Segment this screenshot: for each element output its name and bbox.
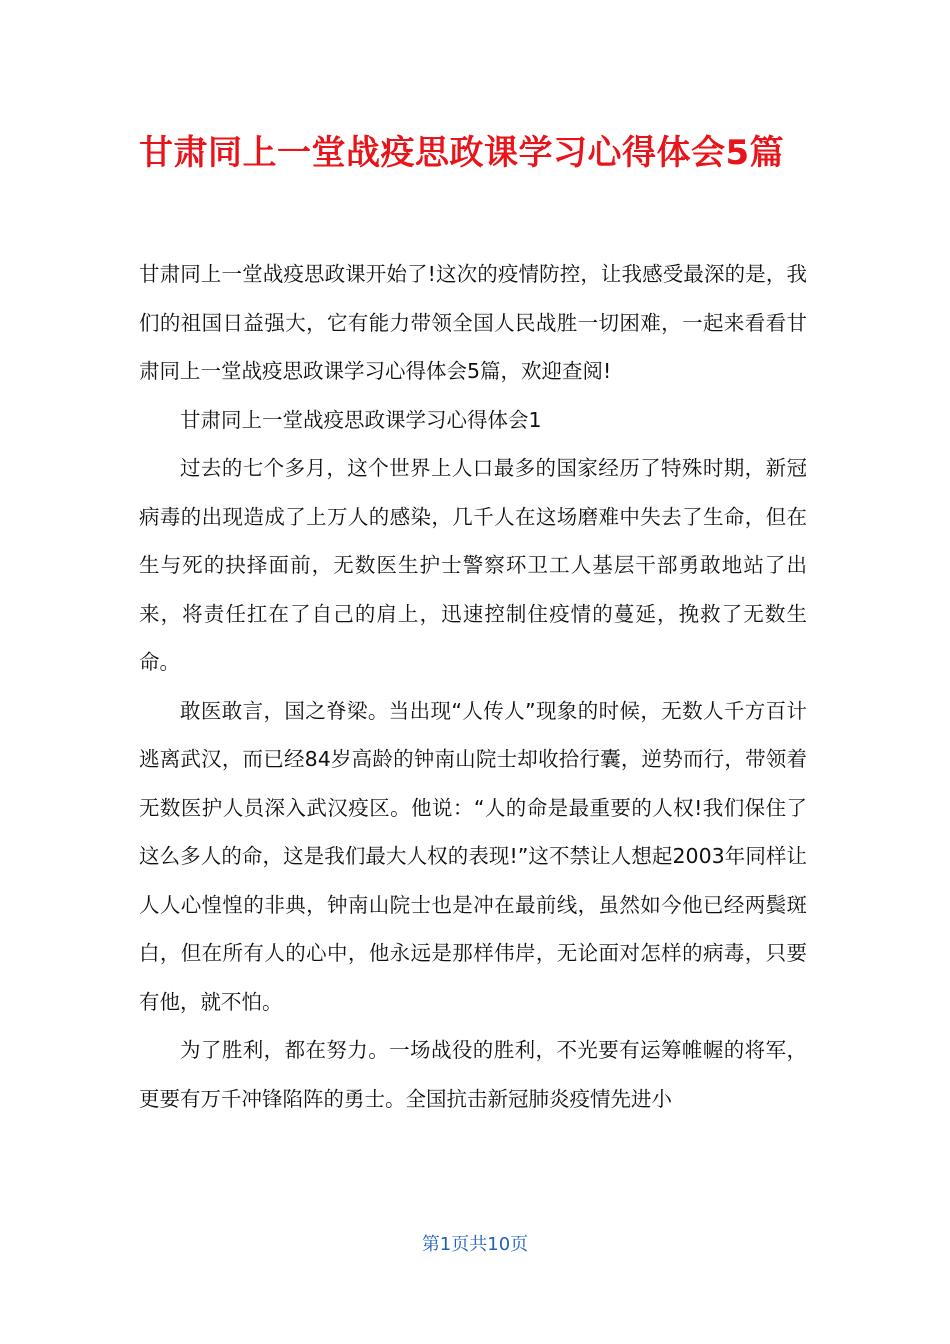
paragraph-intro: 甘肃同上一堂战疫思政课开始了!这次的疫情防控，让我感受最深的是，我们的祖国日益强大，它有能力带领全国人民战胜一切困难，一起来看看甘肃同上一堂战疫思政课学习心得体会5篇，欢迎查阅! xyxy=(139,262,807,383)
paragraph: 过去的七个多月，这个世界上人口最多的国家经历了特殊时期，新冠病毒的出现造成了上万人的感染，几千人在这场磨难中失去了生命，但在生与死的抉择面前，无数医生护士警察环卫工人基层干部勇敢地站了出来，将责任扛在了自己的肩上，迅速控制住疫情的蔓延，挽救了无数生命。 xyxy=(139,456,807,674)
document-body xyxy=(139,250,807,1123)
paragraph: 为了胜利，都在努力。一场战役的胜利，不光要有运筹帷幄的将军，更要有万千冲锋陷阵的勇士。全国抗击新冠肺炎疫情先进小 xyxy=(139,1038,807,1111)
section-heading: 甘肃同上一堂战疫思政课学习心得体会1 xyxy=(180,407,542,432)
document-title: 甘肃同上一堂战疫思政课学习心得体会5篇 xyxy=(139,133,785,173)
paragraph: 敢医敢言，国之脊梁。当出现“人传人”现象的时候，无数人千方百计逃离武汉，而已经84岁高龄的钟南山院士却收拾行囊，逆势而行，带领着无数医护人员深入武汉疫区。他说：“人的命是最重要的人权!我们保住了这么多人的命，这是我们最大人权的表现!”这不禁让人想起2003年同样让人人心惶惶的非典，钟南山院士也是冲在最前线，虽然如今他已经两鬓斑白，但在所有人的心中，他永远是那样伟岸，无论面对怎样的病毒，只要有他，就不怕。 xyxy=(139,698,807,1014)
page-number: 第1页共10页 xyxy=(421,1234,529,1255)
